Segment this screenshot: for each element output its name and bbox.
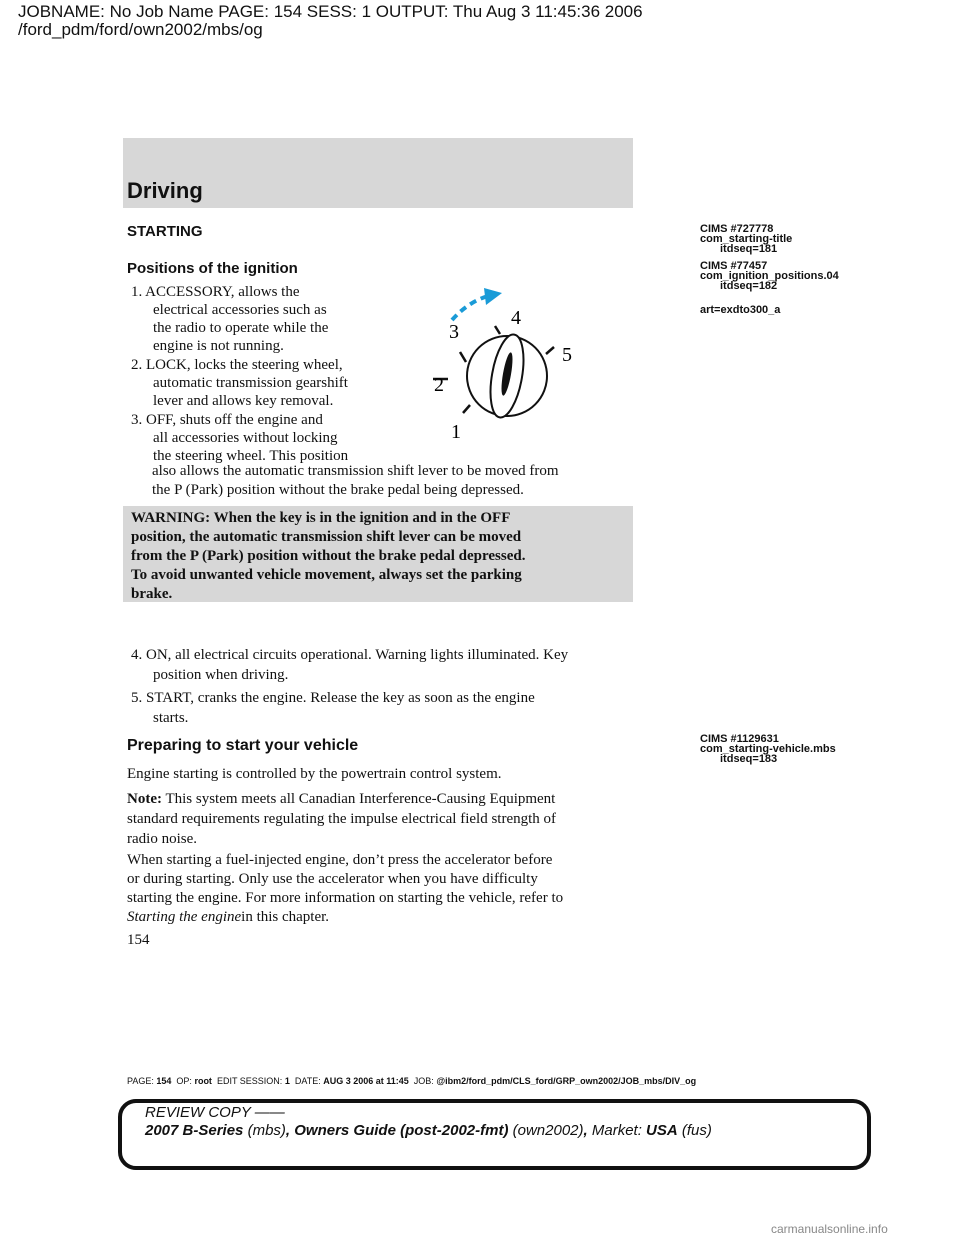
position-label-1: 1 [451, 421, 461, 443]
section-title: Driving [127, 178, 203, 203]
position-label-2: 2 [434, 374, 444, 396]
cims-annotation-3: CIMS #1129631 com_starting-vehicle.mbs itdseq=183 [700, 733, 836, 765]
note-label: Note: [127, 791, 162, 807]
footer-job-info: PAGE: 154 OP: root EDIT SESSION: 1 DATE: AUG 3 2006 at 11:45 JOB: @ibm2/ford_pdm/CLS_ford/GRP_own2002/JOB_mbs/DIV_og [127, 1076, 697, 1086]
heading-ignition-positions: Positions of the ignition [127, 260, 298, 277]
position-label-4: 4 [511, 307, 521, 329]
review-copy-label: REVIEW COPY —— [145, 1104, 285, 1121]
paragraph-powertrain: Engine starting is controlled by the powertrain control system. [127, 766, 502, 782]
paragraph-note: Note: This system meets all Canadian Interference-Causing Equipment standard requirements regulating the impulse electrical field strength of radio noise. [127, 791, 557, 847]
watermark: carmanualsonline.info [771, 1222, 888, 1236]
cims-annotation-1: CIMS #727778 com_starting-title itdseq=181 [700, 223, 793, 255]
ignition-item-3-continuation: also allows the automatic transmission shift lever to be moved from the P (Park) position without the brake pedal being depressed. [152, 463, 559, 498]
ignition-item-5: 5. START, cranks the engine. Release the key as soon as the engine starts. [131, 690, 535, 726]
warning-text: WARNING: When the key is in the ignition and in the OFF position, the automatic transmission shift lever can be moved from the P (Park) position without the brake pedal depressed. To avoid unwanted vehicle movement, always set the parking brake. [131, 510, 526, 602]
cims-annotation-2: CIMS #77457 com_ignition_positions.04 itdseq=182 [700, 260, 839, 292]
job-header-line-2: /ford_pdm/ford/own2002/mbs/og [18, 20, 263, 39]
paragraph-fuel-injected: When starting a fuel-injected engine, don’t press the accelerator before or during starting. Only use the accelerator when you have difficulty starting the engine. For more information on starting the vehicle, refer to Starting the enginein this chapter. [127, 852, 564, 925]
position-label-5: 5 [562, 344, 572, 366]
ignition-positions-diagram [420, 278, 590, 448]
heading-starting: STARTING [127, 223, 203, 240]
heading-preparing-to-start: Preparing to start your vehicle [127, 737, 359, 754]
rotation-arrow-icon [452, 296, 488, 320]
art-annotation: art=exdto300_a [700, 304, 781, 316]
position-label-3: 3 [449, 321, 459, 343]
arrow-head-icon [484, 288, 502, 305]
ignition-item-2: 2. LOCK, locks the steering wheel, automatic transmission gearshift lever and allows key removal. [131, 357, 348, 409]
page-number: 154 [127, 932, 150, 948]
ignition-item-4: 4. ON, all electrical circuits operational. Warning lights illuminated. Key position when driving. [131, 647, 569, 683]
ignition-item-3: 3. OFF, shuts off the engine and all accessories without locking the steering wheel. This position [131, 412, 349, 464]
ignition-item-1: 1. ACCESSORY, allows the electrical accessories such as the radio to operate while the engine is not running. [131, 284, 329, 354]
job-header-line-1: JOBNAME: No Job Name PAGE: 154 SESS: 1 OUTPUT: Thu Aug 3 11:45:36 2006 [18, 2, 643, 21]
review-copy-details: 2007 B-Series (mbs), Owners Guide (post-2002-fmt) (own2002), Market: USA (fus) [145, 1122, 712, 1139]
cross-reference-link: Starting the engine [127, 909, 242, 925]
